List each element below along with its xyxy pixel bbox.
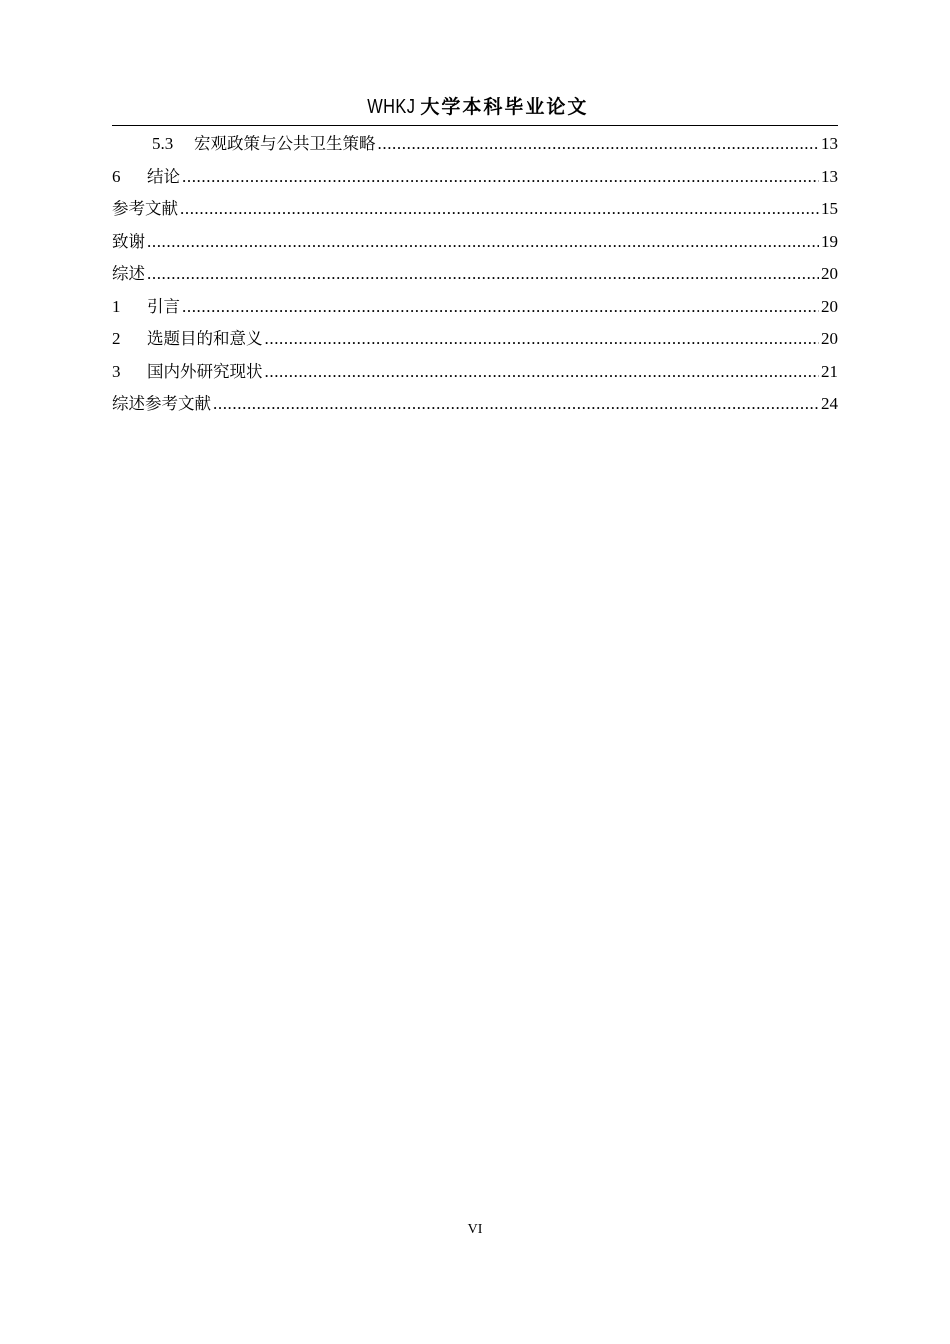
toc-entry-number: 1: [112, 296, 121, 316]
header-title-latin: WHKJ: [366, 96, 416, 118]
toc-dot-leader: [147, 226, 819, 259]
toc-entry-page: 21: [821, 361, 838, 381]
toc-entry-page: 20: [821, 296, 838, 316]
toc-entry[interactable]: [112, 323, 838, 356]
toc-dot-leader: [265, 323, 820, 356]
running-header: [112, 92, 838, 126]
toc-entry-page: 20: [821, 264, 838, 283]
header-title: [112, 94, 838, 120]
toc-entry-title: 综述: [112, 264, 145, 283]
toc-entry-page: 13: [821, 166, 838, 186]
toc-entry-title: 结论: [147, 166, 180, 186]
toc-dot-leader: [182, 161, 819, 194]
toc-entry-page: 15: [821, 199, 838, 218]
toc-entry-title: 综述参考文献: [112, 394, 211, 413]
toc-entry-number: 5.3: [152, 134, 174, 153]
toc-dot-leader: [378, 128, 820, 161]
toc-entry-number: 6: [112, 166, 121, 186]
toc-entry[interactable]: [112, 356, 838, 389]
toc-dot-leader: [213, 388, 819, 421]
toc-dot-leader: [265, 356, 820, 389]
toc-entry[interactable]: [112, 291, 838, 324]
toc-entry[interactable]: [112, 226, 838, 259]
toc-entry-title: 致谢: [112, 231, 145, 251]
toc-entry-number: 3: [112, 361, 121, 381]
toc-entry-title: 国内外研究现状: [147, 361, 263, 381]
toc-entry-page: 20: [821, 329, 838, 348]
toc-entry-number: 2: [112, 329, 121, 348]
table-of-contents: [112, 128, 838, 421]
toc-entry-title: 参考文献: [112, 199, 178, 218]
toc-entry-title: 引言: [147, 296, 180, 316]
page-number: VI: [467, 1222, 483, 1237]
toc-entry-page: 24: [821, 394, 838, 413]
toc-entry[interactable]: [112, 258, 838, 291]
toc-entry-title: 选题目的和意义: [147, 329, 263, 348]
toc-entry-page: 13: [821, 134, 838, 153]
toc-entry[interactable]: [112, 193, 838, 226]
toc-entry[interactable]: [112, 161, 838, 194]
toc-entry[interactable]: [112, 128, 838, 161]
toc-dot-leader: [180, 193, 819, 226]
header-title-cjk: 大学本科毕业论文: [420, 96, 589, 118]
toc-entry[interactable]: [112, 388, 838, 421]
toc-dot-leader: [147, 258, 819, 291]
toc-entry-page: 19: [821, 231, 838, 251]
toc-entry-title: 宏观政策与公共卫生策略: [194, 134, 376, 153]
toc-dot-leader: [182, 291, 819, 324]
